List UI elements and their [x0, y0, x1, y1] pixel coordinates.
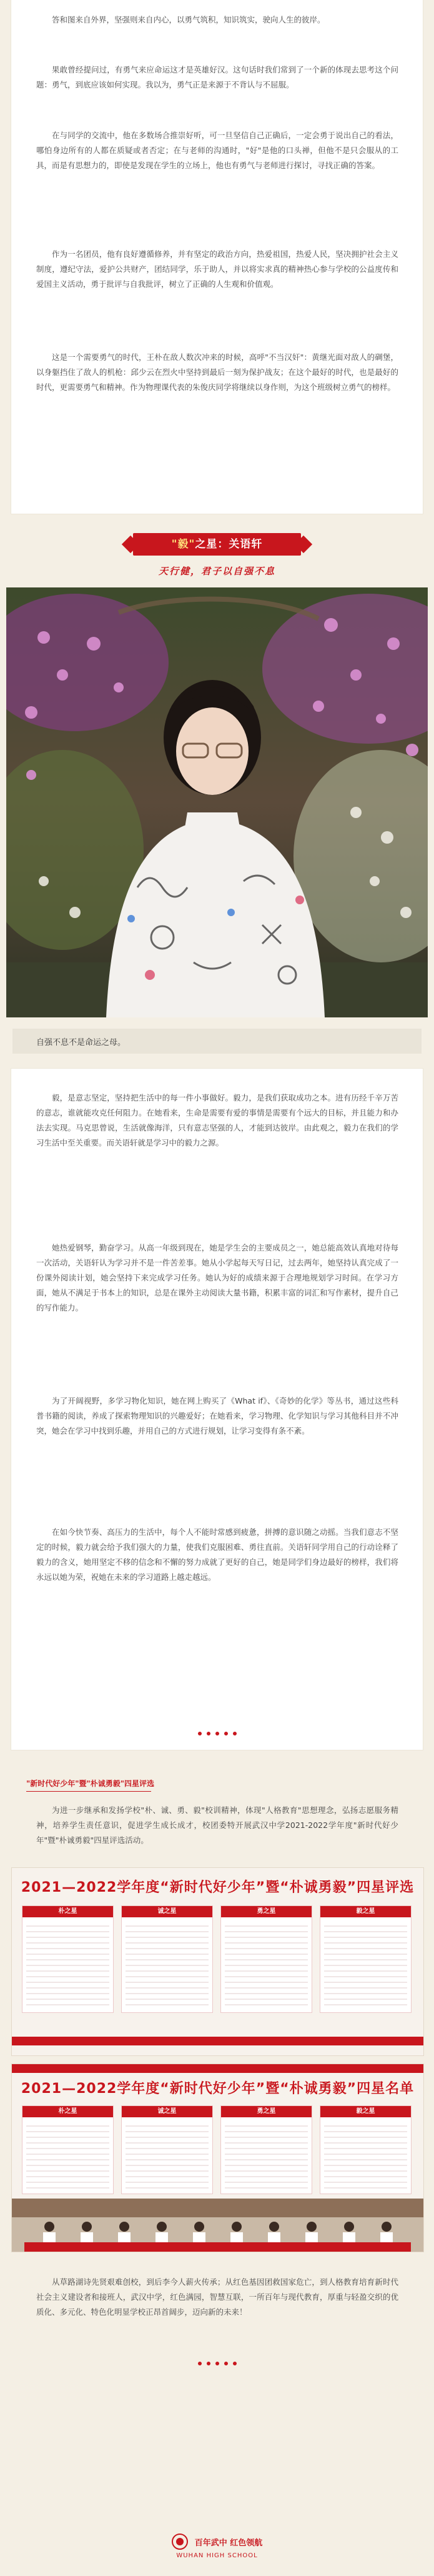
poster-panel [320, 1905, 412, 2013]
panel-heading: 毅之星 [320, 1906, 411, 1917]
poster-panel [22, 2105, 114, 2194]
section-title: "新时代好少年"暨"朴诚勇毅"四星评选 [26, 1779, 155, 1788]
panel-heading: 诚之星 [122, 2106, 212, 2117]
poster-panel [220, 1905, 312, 2013]
story-paragraph: 她热爱钢琴，勤奋学习。从高一年级到现在，她是学生会的主要成员之一，她总能高效认真地对待每一次活动，关语轩认为学习并不是一件苦差事。她从小学起每天写日记，过去两年，她坚持认真完成了一份课外阅读计划，她会坚持下来完成学习任务。她认为好的成绩来源于合理地规划学习时间。在学习方面，她从不满足于书本上的知识，总是在课外主动阅读大量书籍，积累丰富的词汇和写作素材，提升自己的写作能力。 [36, 1243, 398, 1312]
footer-brand-text: 百年武中 红色领航 [194, 2538, 263, 2548]
poster-footer-bar [12, 2037, 423, 2045]
poster-panel [22, 1905, 114, 2013]
student-photo-illustration [6, 587, 428, 1017]
story-paragraph: 为了开阔视野，多学习物化知识，她在网上购买了《What if》、《奇妙的化学》等丛书，通过这些科普书籍的阅读，养成了探索物理知识的兴趣爱好；在她看来，学习物理、化学知识与学习其他科目并不冲突，她会在学习中找到乐趣，并用自己的方式进行规划，让学习变得有条不紊。 [36, 1396, 398, 1435]
story-paragraph: 毅，是意志坚定，坚持把生活中的每一件小事做好。毅力，是我们获取成功之本。进有历经千辛万苦的意志，谁就能攻克任何阻力。在她看来，生命是需要有爱的事情是需要有个远大的目标，并且能力和办法去实现。马克思曾说，生活就像海洋，只有意志坚强的人，才能到达彼岸。由此观之，毅力在我们的学习生活中至关重要。而关语轩就是学习中的毅力之源。 [36, 1093, 398, 1147]
poster-panel [320, 2105, 412, 2194]
footer-brand [0, 2534, 434, 2559]
poster-title: 2021—2022学年度“新时代好少年”暨“朴诚勇毅”四星评选 [21, 1880, 415, 1895]
banner-name: 关语轩 [229, 538, 263, 551]
panel-heading: 毅之星 [320, 2106, 411, 2117]
intro-paragraph: 作为一名团员，他有良好遵循修养，并有坚定的政治方向，热爱祖国，热爱人民，坚决拥护社会主义制度，遵纪守法，爱护公共财产，团结同学，乐于助人，并以将实求真的精神热心参与学校的公益度传和爱国主义活动，勇于批评与自我批评，树立了正确的人生观和价值观。 [36, 249, 398, 289]
footer-subtitle: WUHAN HIGH SCHOOL [176, 2552, 258, 2559]
divider-dots [0, 1726, 434, 1738]
panel-heading: 朴之星 [22, 1906, 113, 1917]
poster-list [11, 2064, 424, 2252]
intro-paragraph: 果敢曾经提问过，有勇气来应命运这才是英雄好汉。这句话时我们常到了一个新的体现去思考这个问题：勇气，到底应该如何实现。我以为，勇气正是来源于不背认与不屈服。 [36, 65, 398, 89]
intro-paragraph: 答和图来自外界，坚强则来自内心，以勇气筑积，知识筑实，驶向人生的彼岸。 [52, 15, 325, 24]
poster-panel [121, 1905, 213, 2013]
story-paragraph: 在如今快节奏、高压力的生活中，每个人不能时常感到疲惫，拼搏的意识随之动摇。当我们意志不坚定的时候，毅力就会给予我们强大的力量，使我们克服困难、勇往直前。关语轩同学用自己的行动诠释了毅力的含义，她用坚定不移的信念和不懈的努力成就了更好的自己，她是同学们身边最好的榜样，我们将永远以她为荣，祝她在未来的学习道路上越走越远。 [36, 1527, 398, 1582]
banner-middle: 之星： [195, 538, 229, 551]
school-logo-icon [172, 2534, 188, 2550]
poster-header-bar [12, 2064, 423, 2073]
motto: 天行健，君子以自强不息 [158, 566, 275, 577]
student-photo [6, 587, 428, 1017]
star-banner [133, 533, 301, 556]
poster-title: 2021—2022学年度“新时代好少年”暨“朴诚勇毅”四星名单 [21, 2081, 415, 2097]
section-paragraph: 为进一步继承和发扬学校"朴、诚、勇、毅"校训精神，体现"人格教育"思想理念，弘扬志愿服务精神，培养学生责任意识，促进学生成长成才，校团委特开展武汉中学2021-2022学年度"新时代好少年"暨"朴诚勇毅"四星评选活动。 [36, 1805, 398, 1845]
quote-text: 自强不息不是命运之母。 [36, 1038, 126, 1047]
divider-dots [0, 2356, 434, 2368]
panel-heading: 诚之星 [122, 1906, 212, 1917]
closing-paragraph: 从草路湖诗先贤艰难创校，到后李今人薪火传承；从红色基因团救国家危亡，到人格教育培育新时代社会主义建设者和接班人，武汉中学，红色满园，智慧互联，一所百年与现代教育，厚重与轻盈交织的优质化、多元化、特色化明显学校正昂首阔步，迈向新的未来！ [36, 2277, 398, 2317]
banner-prefix: "毅" [171, 538, 195, 551]
section-underline [26, 1791, 151, 1792]
group-photo-illustration [12, 2199, 423, 2252]
poster-panel [121, 2105, 213, 2194]
intro-paragraph: 在与同学的交流中，他在多数场合推崇好听，可一旦坚信自己正确后，一定会勇于说出自己的看法，哪怕身边所有的人都在质疑或者否定；在与老师的沟通时，"好"是他的口头禅，但他不是只会服从的工具，而是有思想力的，即使是发现在学生的立场上，他也有勇气与老师进行探讨，寻找正确的答案。 [36, 131, 398, 170]
panel-heading: 勇之星 [221, 1906, 312, 1917]
panel-heading: 勇之星 [221, 2106, 312, 2117]
poster-selection [11, 1867, 424, 2056]
intro-paragraph: 这是一个需要勇气的时代，王朴在敌人数次冲来的时候，高呼"不当汉奸"：黄继光面对敌人的碉堡，以身躯挡住了敌人的机枪：邱少云在烈火中坚持到最后一刻为保护战友；在这个最好的时代，也是最好的时代，更需要勇气和精神。作为物理课代表的朱俊庆同学将继续以身作则，为这个班级树立勇气的榜样。 [36, 352, 398, 392]
quote-box [12, 1029, 422, 1054]
panel-heading: 朴之星 [22, 2106, 113, 2117]
poster-panel [220, 2105, 312, 2194]
